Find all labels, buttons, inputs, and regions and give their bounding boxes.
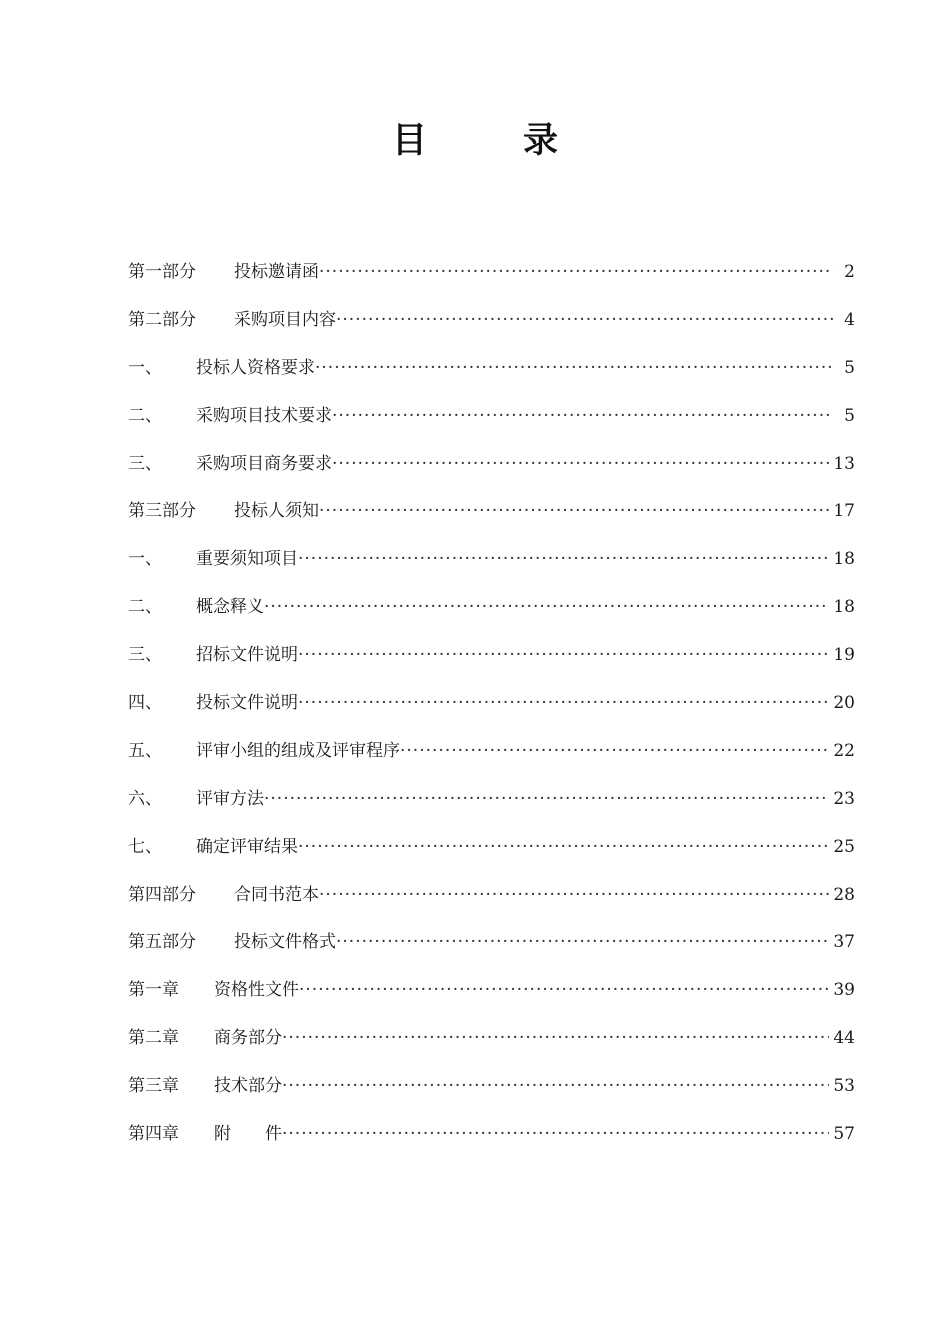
toc-entry-number: 第一章 bbox=[128, 980, 179, 1001]
toc-entry-number: 二、 bbox=[128, 405, 162, 426]
toc-dot-leader bbox=[264, 591, 829, 623]
toc-dot-leader bbox=[400, 735, 829, 767]
toc-entry[interactable] bbox=[128, 543, 855, 591]
toc-entry-title: 概念释义 bbox=[196, 597, 264, 618]
toc-entry-number: 第三章 bbox=[128, 1076, 179, 1097]
toc-entry-page-number: 53 bbox=[833, 1076, 855, 1097]
toc-entry-title: 评审方法 bbox=[196, 788, 264, 809]
toc-entry-page-number: 4 bbox=[844, 309, 855, 330]
toc-entry-page-number: 17 bbox=[833, 501, 855, 522]
toc-dot-leader bbox=[282, 1070, 829, 1102]
toc-dot-leader bbox=[298, 543, 829, 575]
toc-entry-title: 投标文件说明 bbox=[196, 693, 298, 714]
toc-entry[interactable] bbox=[128, 974, 855, 1022]
toc-entry-title: 确定评审结果 bbox=[196, 836, 298, 857]
toc-entry-page-number: 37 bbox=[833, 932, 855, 953]
toc-entry-page-number: 5 bbox=[844, 357, 855, 378]
toc-entry-number: 第四章 bbox=[128, 1124, 179, 1145]
toc-entry-title: 投标邀请函 bbox=[234, 262, 319, 282]
toc-dot-leader bbox=[336, 926, 829, 958]
toc-entry[interactable] bbox=[128, 1070, 855, 1118]
toc-entry-number: 一、 bbox=[128, 357, 162, 378]
toc-entry[interactable] bbox=[128, 735, 855, 783]
toc-dot-leader bbox=[299, 974, 829, 1006]
toc-entry-title: 投标人须知 bbox=[234, 501, 319, 522]
toc-entry-title: 重要须知项目 bbox=[196, 549, 298, 570]
toc-entry-number: 六、 bbox=[128, 788, 162, 809]
toc-entry[interactable] bbox=[128, 687, 855, 735]
toc-dot-leader bbox=[319, 256, 833, 288]
toc-dot-leader bbox=[298, 639, 829, 671]
toc-entry-page-number: 18 bbox=[833, 549, 855, 570]
toc-dot-leader bbox=[319, 879, 829, 911]
toc-entry-page-number: 5 bbox=[844, 405, 855, 426]
title-char-2: 录 bbox=[523, 121, 559, 161]
toc-entry-number: 五、 bbox=[128, 740, 162, 761]
toc-entry-number: 一、 bbox=[128, 549, 162, 570]
toc-entry-number: 第一部分 bbox=[128, 262, 196, 282]
title-char-1: 目 bbox=[391, 121, 427, 161]
toc-entry[interactable] bbox=[128, 400, 855, 448]
toc-entry-title: 投标人资格要求 bbox=[196, 357, 315, 378]
toc-entry-number: 第三部分 bbox=[128, 501, 196, 522]
toc-entry-number: 二、 bbox=[128, 597, 162, 618]
toc-entry-page-number: 19 bbox=[833, 645, 855, 666]
toc-entry-title: 商务部分 bbox=[214, 1028, 282, 1049]
toc-entry-page-number: 18 bbox=[833, 597, 855, 618]
toc-dot-leader bbox=[282, 1118, 829, 1150]
toc-dot-leader bbox=[332, 400, 833, 432]
toc-entry[interactable] bbox=[128, 591, 855, 639]
toc-entry-number: 三、 bbox=[128, 645, 162, 666]
toc-entry-title: 采购项目内容 bbox=[234, 309, 336, 330]
toc-entry[interactable] bbox=[128, 304, 855, 352]
toc-dot-leader bbox=[319, 495, 829, 527]
toc-entry[interactable] bbox=[128, 831, 855, 879]
toc-dot-leader bbox=[298, 687, 829, 719]
page-title bbox=[0, 118, 950, 164]
toc-entry-title: 采购项目技术要求 bbox=[196, 405, 332, 426]
toc-entry-title: 投标文件格式 bbox=[234, 932, 336, 953]
toc-entry-page-number: 44 bbox=[833, 1028, 855, 1049]
toc-entry-page-number: 2 bbox=[844, 262, 855, 282]
toc-dot-leader bbox=[336, 304, 833, 336]
toc-entry-page-number: 13 bbox=[833, 453, 855, 474]
toc-entry-number: 第五部分 bbox=[128, 932, 196, 953]
toc-dot-leader bbox=[282, 1022, 829, 1054]
toc-entry-page-number: 57 bbox=[833, 1124, 855, 1145]
toc-entry[interactable] bbox=[128, 926, 855, 974]
toc-entry-title: 合同书范本 bbox=[234, 884, 319, 905]
toc-entry-number: 三、 bbox=[128, 453, 162, 474]
toc-entry[interactable] bbox=[128, 352, 855, 400]
toc-entry-number: 第二部分 bbox=[128, 309, 196, 330]
toc-entry-title: 附 件 bbox=[214, 1124, 282, 1145]
toc-dot-leader bbox=[315, 352, 833, 384]
toc-entry-page-number: 20 bbox=[833, 693, 855, 714]
toc-entry[interactable] bbox=[128, 256, 855, 304]
toc-entry-title: 评审小组的组成及评审程序 bbox=[196, 740, 400, 761]
toc-entry-page-number: 22 bbox=[833, 740, 855, 761]
toc-entry[interactable] bbox=[128, 495, 855, 543]
toc-entry-page-number: 25 bbox=[833, 836, 855, 857]
toc-entry-page-number: 28 bbox=[833, 884, 855, 905]
toc-entry-title: 采购项目商务要求 bbox=[196, 453, 332, 474]
toc-entry-title: 技术部分 bbox=[214, 1076, 282, 1097]
toc-entry-page-number: 39 bbox=[833, 980, 855, 1001]
toc-dot-leader bbox=[298, 831, 829, 863]
toc-entry[interactable] bbox=[128, 639, 855, 687]
toc-dot-leader bbox=[264, 783, 829, 815]
toc-entry[interactable] bbox=[128, 879, 855, 927]
toc-entry[interactable] bbox=[128, 783, 855, 831]
toc-entry[interactable] bbox=[128, 1118, 855, 1166]
toc-entry-page-number: 23 bbox=[833, 788, 855, 809]
toc-entry-number: 四、 bbox=[128, 693, 162, 714]
toc-entry-title: 资格性文件 bbox=[214, 980, 299, 1001]
toc-entry-number: 第四部分 bbox=[128, 884, 196, 905]
toc-entry[interactable] bbox=[128, 448, 855, 496]
toc-entry-number: 七、 bbox=[128, 836, 162, 857]
toc-entry-number: 第二章 bbox=[128, 1028, 179, 1049]
toc-entry[interactable] bbox=[128, 1022, 855, 1070]
table-of-contents bbox=[128, 256, 855, 1166]
toc-entry-title: 招标文件说明 bbox=[196, 645, 298, 666]
toc-dot-leader bbox=[332, 448, 829, 480]
